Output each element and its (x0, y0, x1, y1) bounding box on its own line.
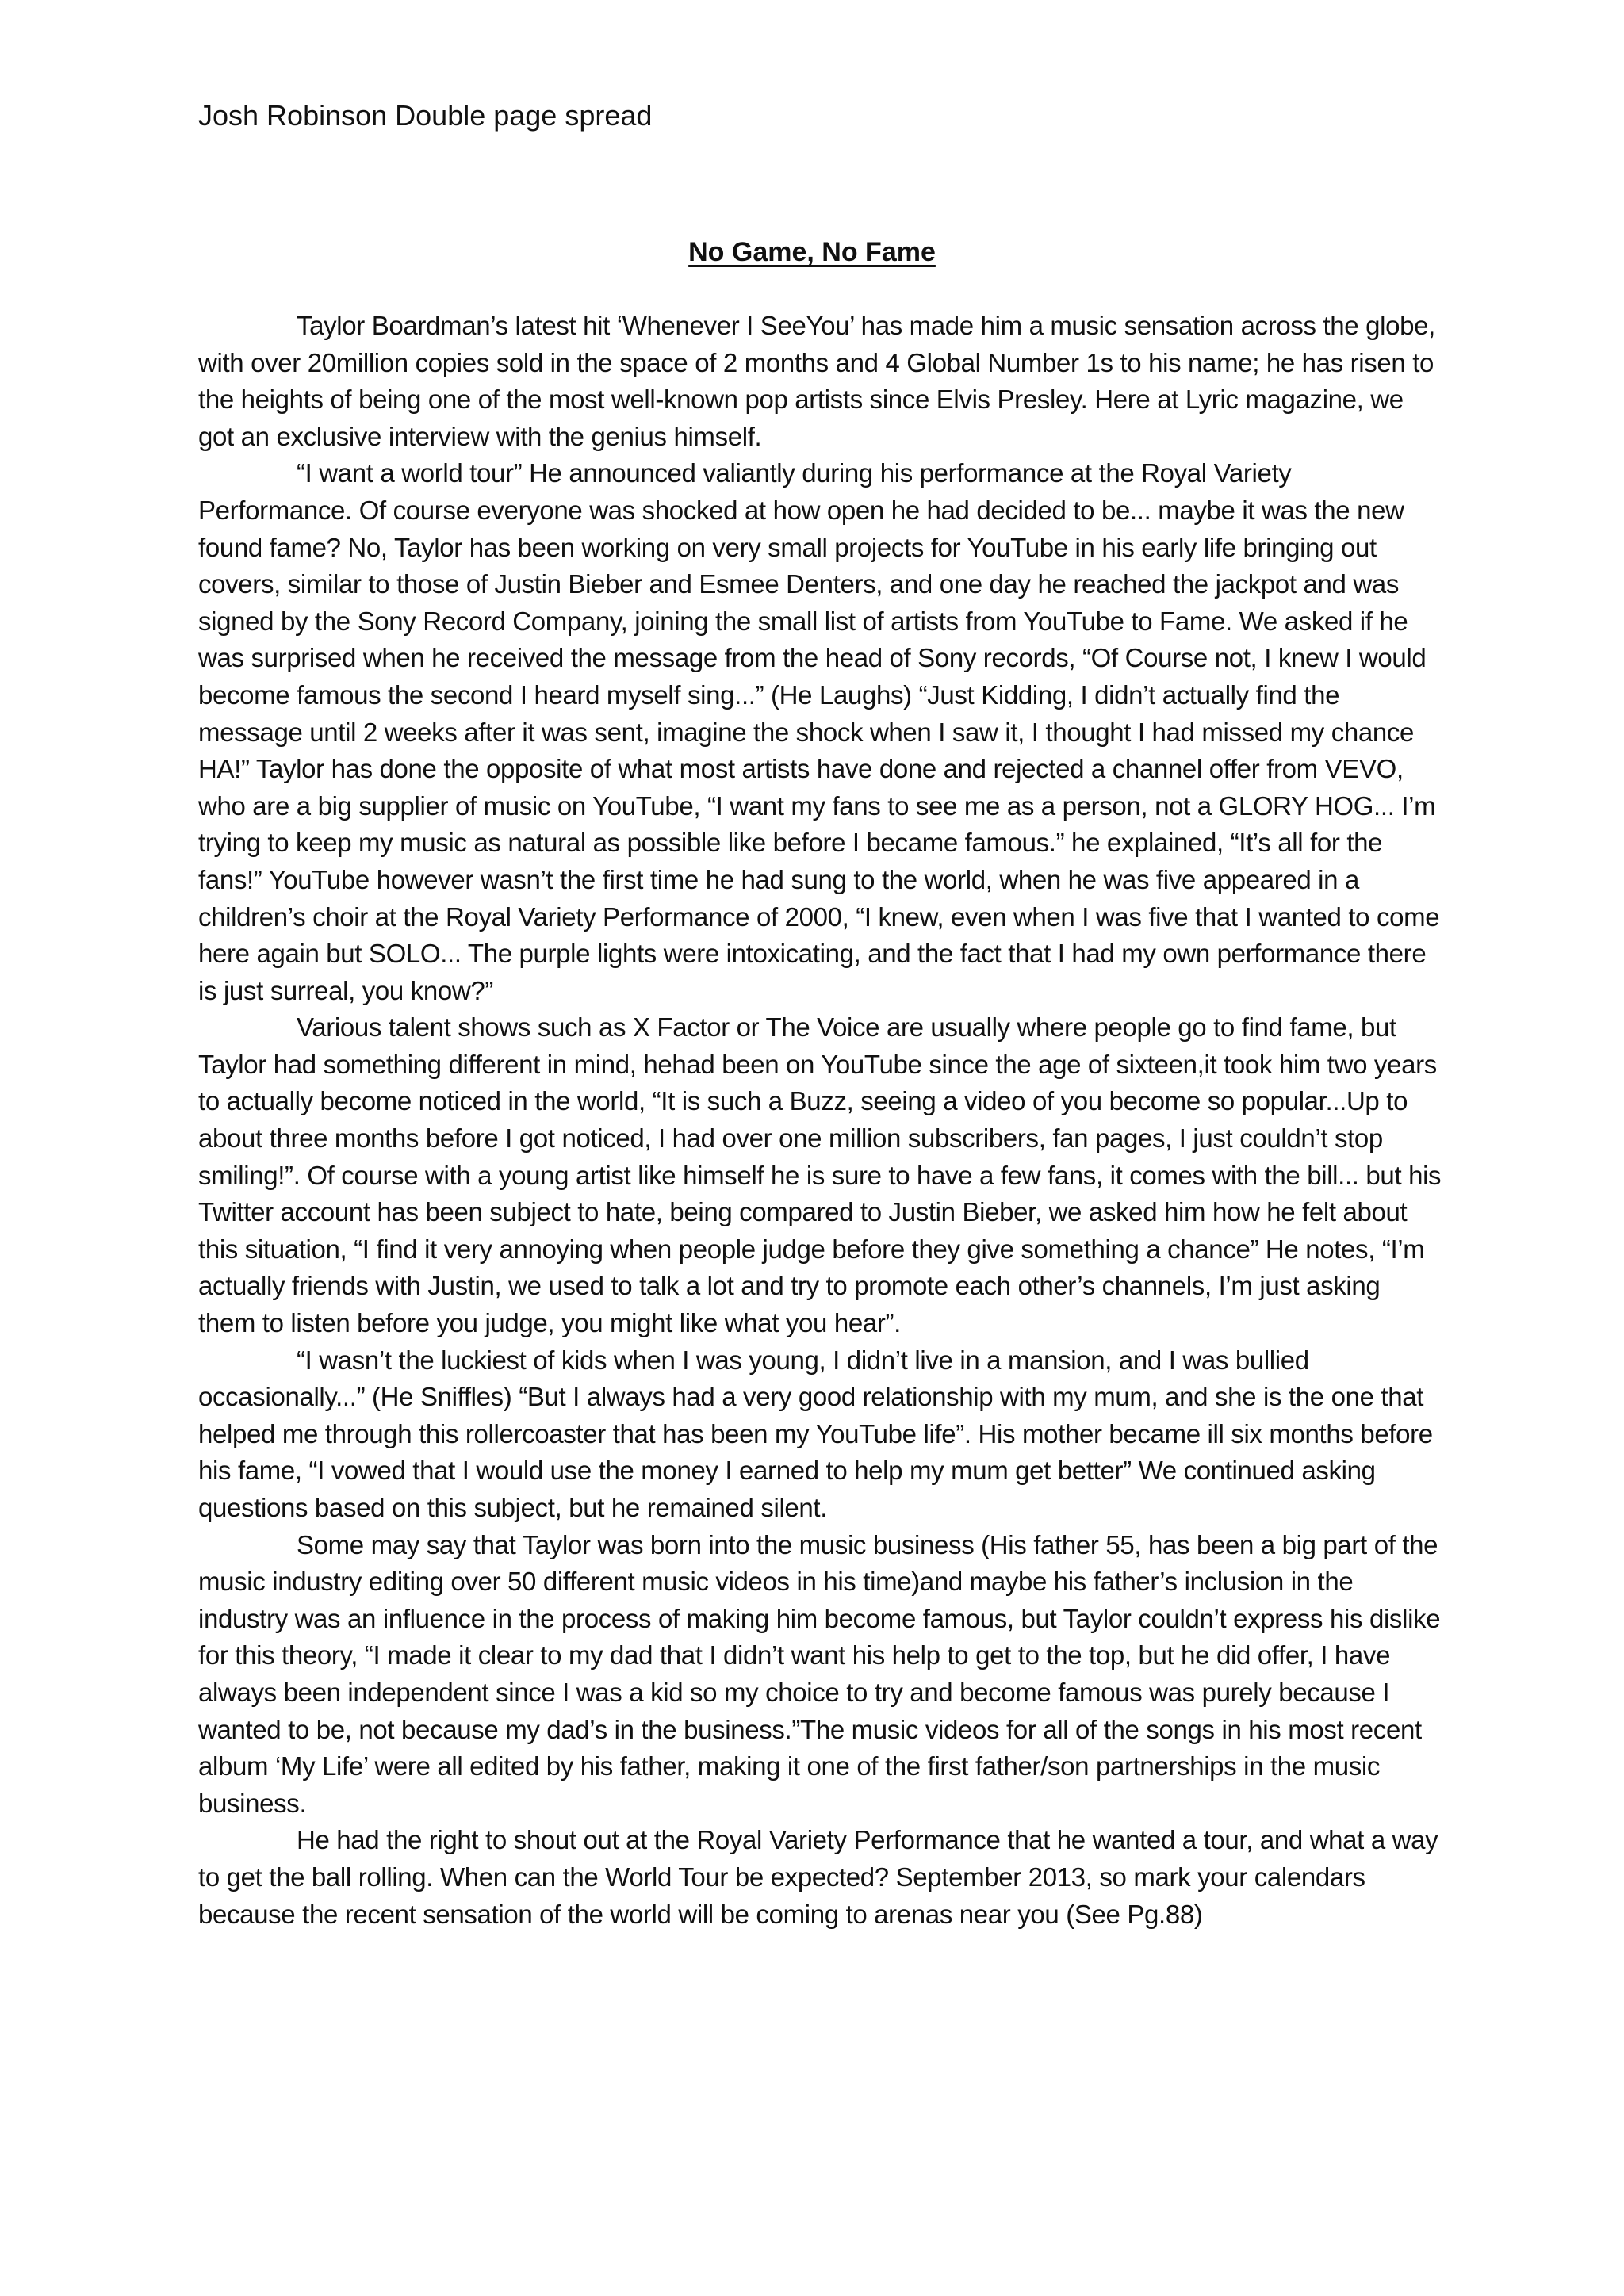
article-body (198, 308, 1443, 1933)
article-paragraph-6: He had the right to shout out at the Royal Variety Performance that he wanted a tour, and what a way to get the ball rolling. When can the World Tour be expected? September 2013, so mark your calendars because the recent sensation of the world will be coming to arenas near you (See Pg.88) (198, 1825, 1438, 1929)
article-paragraph-4: “I wasn’t the luckiest of kids when I was young, I didn’t live in a mansion, and I was bullied occasionally...” (He Sniffles) “But I always had a very good relationship with my mum, and she is the one that helped me through this rollercoaster that has been my YouTube life”. His mother became ill six months before his fame, “I vowed that I would use the money I earned to help my mum get better” We continued asking questions based on this subject, but he remained silent. (198, 1345, 1433, 1522)
document-header: Josh Robinson Double page spread (198, 99, 653, 132)
article-paragraph-2: “I want a world tour” He announced valiantly during his performance at the Royal Variety Performance. Of course everyone was shocked at how open he had decided to be... maybe it was the new found fame? No, Taylor has been working on very small projects for YouTube in his early life bringing out covers, similar to those of Justin Bieber and Esmee Denters, and one day he reached the jackpot and was signed by the Sony Record Company, joining the small list of artists from YouTube to Fame. We asked if he was surprised when he received the message from the head of Sony records, “Of Course not, I knew I would become famous the second I heard myself sing...” (He Laughs) “Just Kidding, I didn’t actually find the message until 2 weeks after it was sent, imagine the shock when I saw it, I thought I had missed my chance HA!” Taylor has done the opposite of what most artists have done and rejected a channel offer from VEVO, who are a big supplier of music on YouTube, “I want my fans to see me as a person, not a GLORY HOG... I’m trying to keep my music as natural as possible like before I became famous.” he explained, “It’s all for the fans!” YouTube however wasn’t the first time he had sung to the world, when he was five appeared in a children’s choir at the Royal Variety Performance of 2000, “I knew, even when I was five that I wanted to come here again but SOLO... The purple lights were intoxicating, and the fact that I had my own performance there is just surreal, you know?” (198, 458, 1440, 1005)
article-paragraph-1: Taylor Boardman’s latest hit ‘Whenever I SeeYou’ has made him a music sensation across the globe, with over 20million copies sold in the space of 2 months and 4 Global Number 1s to his name; he has risen to the heights of being one of the most well-known pop artists since Elvis Presley. Here at Lyric magazine, we got an exclusive interview with the genius himself. (198, 311, 1435, 451)
article-title: No Game, No Fame (688, 237, 936, 267)
article-paragraph-5: Some may say that Taylor was born into the music business (His father 55, has been a big part of the music industry editing over 50 different music videos in his time)and maybe his father’s inclusion in the industry was an influence in the process of making him become famous, but Taylor couldn’t express his dislike for this theory, “I made it clear to my dad that I didn’t want his help to get to the top, but he did offer, I have always been independent since I was a kid so my choice to try and become famous was purely because I wanted to be, not because my dad’s in the business.”The music videos for all of the songs in his most recent album ‘My Life’ were all edited by his father, making it one of the first father/son partnerships in the music business. (198, 1529, 1441, 1818)
article-paragraph-3: Various talent shows such as X Factor or The Voice are usually where people go to find fame, but Taylor had something different in mind, hehad been on YouTube since the age of sixteen,it took him two years to actually become noticed in the world, “It is such a Buzz, seeing a video of you become so popular...Up to about three months before I got noticed, I had over one million subscribers, fan pages, I just couldn’t stop smiling!”. Of course with a young artist like himself he is sure to have a few fans, it comes with the bill... but his Twitter account has been subject to hate, being compared to Justin Bieber, we asked him how he felt about this situation, “I find it very annoying when people judge before they give something a chance” He notes, “I’m actually friends with Justin, we used to talk a lot and try to promote each other’s channels, I’m just asking them to listen before you judge, you might like what you hear”. (198, 1012, 1442, 1338)
